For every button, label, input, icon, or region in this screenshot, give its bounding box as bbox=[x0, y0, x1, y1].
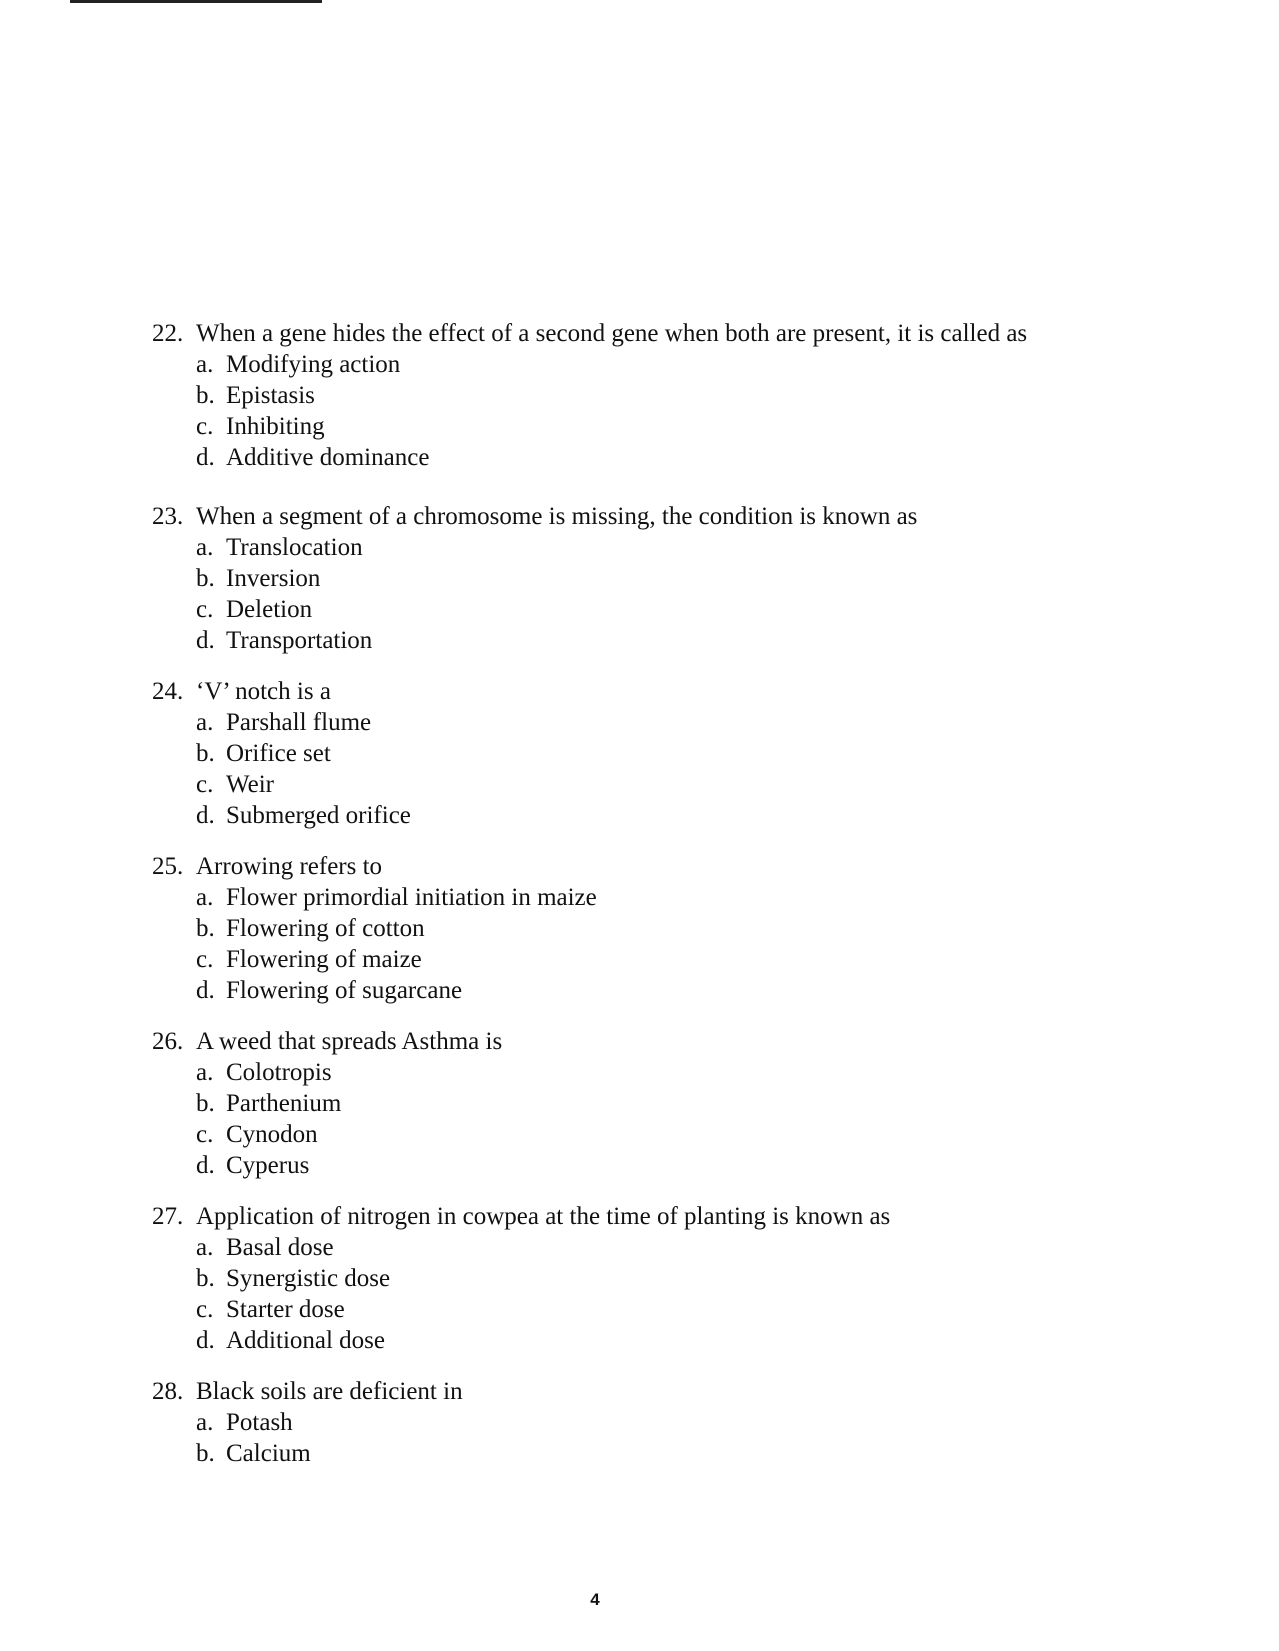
option-d bbox=[196, 1325, 1152, 1356]
option-b bbox=[196, 1263, 1152, 1294]
option-b bbox=[196, 380, 1152, 411]
question-number: 27. bbox=[152, 1203, 184, 1230]
option-letter: c. bbox=[196, 1296, 214, 1323]
option-letter: a. bbox=[196, 351, 214, 378]
question-text: Application of nitrogen in cowpea at the time of planting is known as bbox=[196, 1203, 891, 1230]
option-list bbox=[152, 882, 1152, 1006]
option-text: Parthenium bbox=[226, 1090, 342, 1117]
option-letter: d. bbox=[196, 802, 215, 829]
option-text: Starter dose bbox=[226, 1296, 345, 1323]
option-d bbox=[196, 442, 1152, 473]
question-text: ‘V’ notch is a bbox=[196, 678, 331, 705]
option-b bbox=[196, 1438, 1152, 1469]
option-d bbox=[196, 975, 1152, 1006]
option-text: Additive dominance bbox=[226, 444, 430, 471]
option-letter: b. bbox=[196, 565, 215, 592]
option-text: Weir bbox=[226, 771, 274, 798]
option-list bbox=[152, 349, 1152, 473]
option-list bbox=[152, 1407, 1152, 1469]
option-text: Additional dose bbox=[226, 1327, 386, 1354]
option-text: Orifice set bbox=[226, 740, 331, 767]
option-b bbox=[196, 563, 1152, 594]
option-text: Flowering of maize bbox=[226, 946, 422, 973]
option-list bbox=[152, 707, 1152, 831]
question-list bbox=[152, 318, 1152, 1489]
option-b bbox=[196, 738, 1152, 769]
question-number: 28. bbox=[152, 1378, 184, 1405]
question-text: Black soils are deficient in bbox=[196, 1378, 463, 1405]
option-a bbox=[196, 882, 1152, 913]
option-letter: a. bbox=[196, 1234, 214, 1261]
option-letter: b. bbox=[196, 1440, 215, 1467]
option-a bbox=[196, 1232, 1152, 1263]
option-letter: b. bbox=[196, 915, 215, 942]
option-letter: b. bbox=[196, 382, 215, 409]
option-text: Flowering of cotton bbox=[226, 915, 425, 942]
question-number: 25. bbox=[152, 853, 184, 880]
option-letter: d. bbox=[196, 1152, 215, 1179]
option-d bbox=[196, 1150, 1152, 1181]
option-a bbox=[196, 1407, 1152, 1438]
question-text: A weed that spreads Asthma is bbox=[196, 1028, 503, 1055]
option-letter: d. bbox=[196, 977, 215, 1004]
option-text: Basal dose bbox=[226, 1234, 334, 1261]
option-letter: c. bbox=[196, 596, 214, 623]
option-text: Translocation bbox=[226, 534, 363, 561]
question-27 bbox=[152, 1201, 1152, 1356]
option-letter: c. bbox=[196, 771, 214, 798]
question-text: When a gene hides the effect of a second gene when both are present, it is called as bbox=[196, 320, 1028, 347]
option-letter: a. bbox=[196, 884, 214, 911]
option-letter: c. bbox=[196, 413, 214, 440]
option-d bbox=[196, 625, 1152, 656]
option-text: Synergistic dose bbox=[226, 1265, 391, 1292]
option-letter: d. bbox=[196, 627, 215, 654]
question-number: 22. bbox=[152, 320, 184, 347]
question-22 bbox=[152, 318, 1152, 473]
option-letter: b. bbox=[196, 740, 215, 767]
question-24 bbox=[152, 676, 1152, 831]
option-letter: d. bbox=[196, 444, 215, 471]
option-b bbox=[196, 913, 1152, 944]
option-list bbox=[152, 1232, 1152, 1356]
question-25 bbox=[152, 851, 1152, 1006]
option-c bbox=[196, 769, 1152, 800]
question-number: 26. bbox=[152, 1028, 184, 1055]
option-letter: d. bbox=[196, 1327, 215, 1354]
option-text: Inhibiting bbox=[226, 413, 325, 440]
question-28 bbox=[152, 1376, 1152, 1469]
question-26 bbox=[152, 1026, 1152, 1181]
option-letter: c. bbox=[196, 946, 214, 973]
option-a bbox=[196, 707, 1152, 738]
option-text: Calcium bbox=[226, 1440, 311, 1467]
option-text: Parshall flume bbox=[226, 709, 372, 736]
option-text: Inversion bbox=[226, 565, 321, 592]
option-c bbox=[196, 944, 1152, 975]
option-letter: c. bbox=[196, 1121, 214, 1148]
option-b bbox=[196, 1088, 1152, 1119]
option-c bbox=[196, 1294, 1152, 1325]
option-text: Colotropis bbox=[226, 1059, 332, 1086]
option-text: Cynodon bbox=[226, 1121, 318, 1148]
option-text: Submerged orifice bbox=[226, 802, 411, 829]
question-23 bbox=[152, 501, 1152, 656]
option-text: Epistasis bbox=[226, 382, 315, 409]
option-text: Flowering of sugarcane bbox=[226, 977, 463, 1004]
question-text: Arrowing refers to bbox=[196, 853, 383, 880]
option-d bbox=[196, 800, 1152, 831]
option-c bbox=[196, 1119, 1152, 1150]
option-text: Flower primordial initiation in maize bbox=[226, 884, 597, 911]
option-letter: a. bbox=[196, 534, 214, 561]
option-text: Potash bbox=[226, 1409, 293, 1436]
option-letter: b. bbox=[196, 1090, 215, 1117]
option-letter: a. bbox=[196, 1059, 214, 1086]
question-number: 23. bbox=[152, 503, 184, 530]
question-number: 24. bbox=[152, 678, 184, 705]
option-list bbox=[152, 532, 1152, 656]
top-rule bbox=[70, 0, 322, 3]
option-letter: b. bbox=[196, 1265, 215, 1292]
option-letter: a. bbox=[196, 1409, 214, 1436]
option-text: Transportation bbox=[226, 627, 373, 654]
option-text: Deletion bbox=[226, 596, 313, 623]
option-a bbox=[196, 349, 1152, 380]
option-a bbox=[196, 532, 1152, 563]
option-a bbox=[196, 1057, 1152, 1088]
page-number: 4 bbox=[590, 1590, 600, 1609]
option-c bbox=[196, 411, 1152, 442]
option-text: Modifying action bbox=[226, 351, 401, 378]
option-letter: a. bbox=[196, 709, 214, 736]
option-c bbox=[196, 594, 1152, 625]
option-list bbox=[152, 1057, 1152, 1181]
option-text: Cyperus bbox=[226, 1152, 310, 1179]
question-text: When a segment of a chromosome is missing, the condition is known as bbox=[196, 503, 918, 530]
